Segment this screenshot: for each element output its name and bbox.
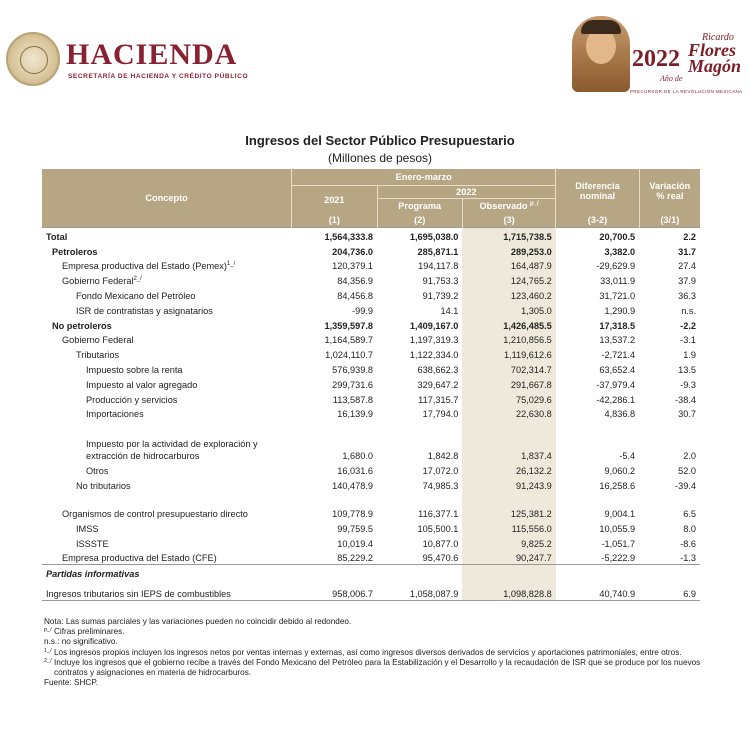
footnotes	[44, 617, 704, 688]
header-2022: 2022	[377, 186, 556, 199]
note-1: 1_/ Los ingresos propios incluyen los ingresos netos por ventas internas y externas, así como ingresos diversos derivados de servicios y aportaciones patrimoniales, entre otros.	[44, 647, 682, 657]
note-source: Fuente: SHCP.	[44, 678, 99, 688]
table-row: Gobierno Federal$^{2\_/}$ 84,356.9 91,753.3 124,765.2 33,011.9 37.9	[42, 272, 700, 287]
table-row: Organismos de control presupuestario directo 109,778.9 116,377.1 125,381.2 9,004.1 6.5	[42, 492, 700, 520]
header-diferencia: Diferencia nominal	[556, 169, 639, 213]
header-c3: (3)	[462, 213, 555, 228]
commemoration-caption: PRECURSOR DE LA REVOLUCIÓN MEXICANA	[630, 89, 743, 94]
commemoration-name1: Flores	[688, 40, 737, 60]
header-2021: 2021	[292, 186, 377, 214]
header-observado: Observado $^{p\_/}$	[462, 199, 555, 214]
page-subtitle: (Millones de pesos)	[327, 151, 433, 165]
logo-text: HACIENDA	[66, 38, 238, 71]
note-2: 2_/ Incluye los ingresos que el gobierno recibe a través del Fondo Mexicano del Petróleo para la Estabilización y el Desarrollo y la recaudación de ISR que se produce por los nuevos contratos y asignaciones en materia de hidrocarburos.	[44, 657, 701, 678]
header-enero-marzo: Enero-marzo	[292, 169, 556, 186]
page-title: Ingresos del Sector Público Presupuestario	[245, 133, 515, 148]
table-row: IMSS 99,759.5 105,500.1 115,556.0 10,055.9 8.0	[42, 520, 700, 535]
note-rounding: Nota: Las sumas parciales y las variaciones pueden no coincidir debido al redondeo.	[44, 617, 352, 626]
header-c32: (3-2)	[556, 213, 639, 228]
note-not-significant: n.s.: no significativo.	[44, 637, 118, 647]
table-row: Impuesto al valor agregado 299,731.6 329,647.2 291,667.8 -37,979.4 -9.3	[42, 376, 700, 391]
table-row: Gobierno Federal 1,164,589.7 1,197,319.3 1,210,856.5 13,537.2 -3.1	[42, 332, 700, 347]
table-row: Otros 16,031.6 17,072.0 26,132.2 9,060.2 52.0	[42, 462, 700, 477]
table-row: Empresa productiva del Estado (Pemex)$^{1\_/}$ 120,379.1 194,117.8 164,487.9 -29,629.9 27.4	[42, 258, 700, 273]
table-row: Ingresos tributarios sin IEPS de combustibles 958,006.7 1,058,087.9 1,098,828.8 40,740.9 6.9	[42, 580, 700, 601]
table-row: ISR de contratistas y asignatarios -99.9 14.1 1,305.0 1,290.9 n.s.	[42, 302, 700, 317]
coat-of-arms-icon	[6, 32, 60, 86]
table-row: Producción y servicios 113,587.8 117,315.7 75,029.6 -42,286.1 -38.4	[42, 391, 700, 406]
revenue-table	[42, 169, 700, 601]
hacienda-logo	[6, 30, 266, 86]
note-preliminary: p_/ Cifras preliminares.	[44, 627, 125, 637]
table-row: Impuesto sobre la renta 576,939.8 638,662.3 702,314.7 63,652.4 13.5	[42, 361, 700, 376]
table-row: Fondo Mexicano del Petróleo 84,456.8 91,739.2 123,460.2 31,721.0 36.3	[42, 287, 700, 302]
portrait-icon	[572, 16, 630, 92]
commemoration-name2: Magón	[688, 56, 742, 76]
table-row: Petroleros 204,736.0 285,871.1 289,253.0 3,382.0 31.7	[42, 243, 700, 258]
year-label: 2022	[632, 46, 680, 72]
header-c2: (2)	[377, 213, 462, 228]
commemoration-name	[688, 42, 741, 74]
header-concepto: Concepto	[42, 169, 292, 228]
table-row: Importaciones 16,139.9 17,794.0 22,630.8 4,836.8 30.7	[42, 406, 700, 421]
header-variacion: Variación % real	[639, 169, 700, 213]
table-row-section: Partidas informativas	[42, 565, 700, 580]
header-c31: (3/1)	[639, 213, 700, 228]
table-row: ISSSTE 10,019.4 10,877.0 9,825.2 -1,051.7 -8.6	[42, 535, 700, 550]
header-c1: (1)	[292, 213, 377, 228]
commemoration-logo	[570, 12, 745, 98]
logo-subtitle: SECRETARÍA DE HACIENDA Y CRÉDITO PÚBLICO	[68, 73, 249, 80]
table-row: Total 1,564,333.8 1,695,038.0 1,715,738.5 20,700.5 2.2	[42, 228, 700, 243]
table-row: No tributarios 140,478.9 74,985.3 91,243.9 16,258.6 -39.4	[42, 477, 700, 492]
commemoration-sub: Año de	[660, 74, 683, 83]
header-programa: Programa	[377, 199, 462, 214]
table-row: No petroleros 1,359,597.8 1,409,167.0 1,426,485.5 17,318.5 -2.2	[42, 317, 700, 332]
table-row: Empresa productiva del Estado (CFE) 85,229.2 95,470.6 90,247.7 -5,222.9 -1.3	[42, 550, 700, 565]
table-row: Tributarios 1,024,110.7 1,122,334.0 1,119,612.6 -2,721.4 1.9	[42, 346, 700, 361]
table-row: Impuesto por la actividad de exploración y extracción de hidrocarburos 1,680.0 1,842.8 1,837.4 -5.4 2.0	[42, 420, 700, 462]
commemoration-first: Ricardo	[702, 32, 734, 43]
